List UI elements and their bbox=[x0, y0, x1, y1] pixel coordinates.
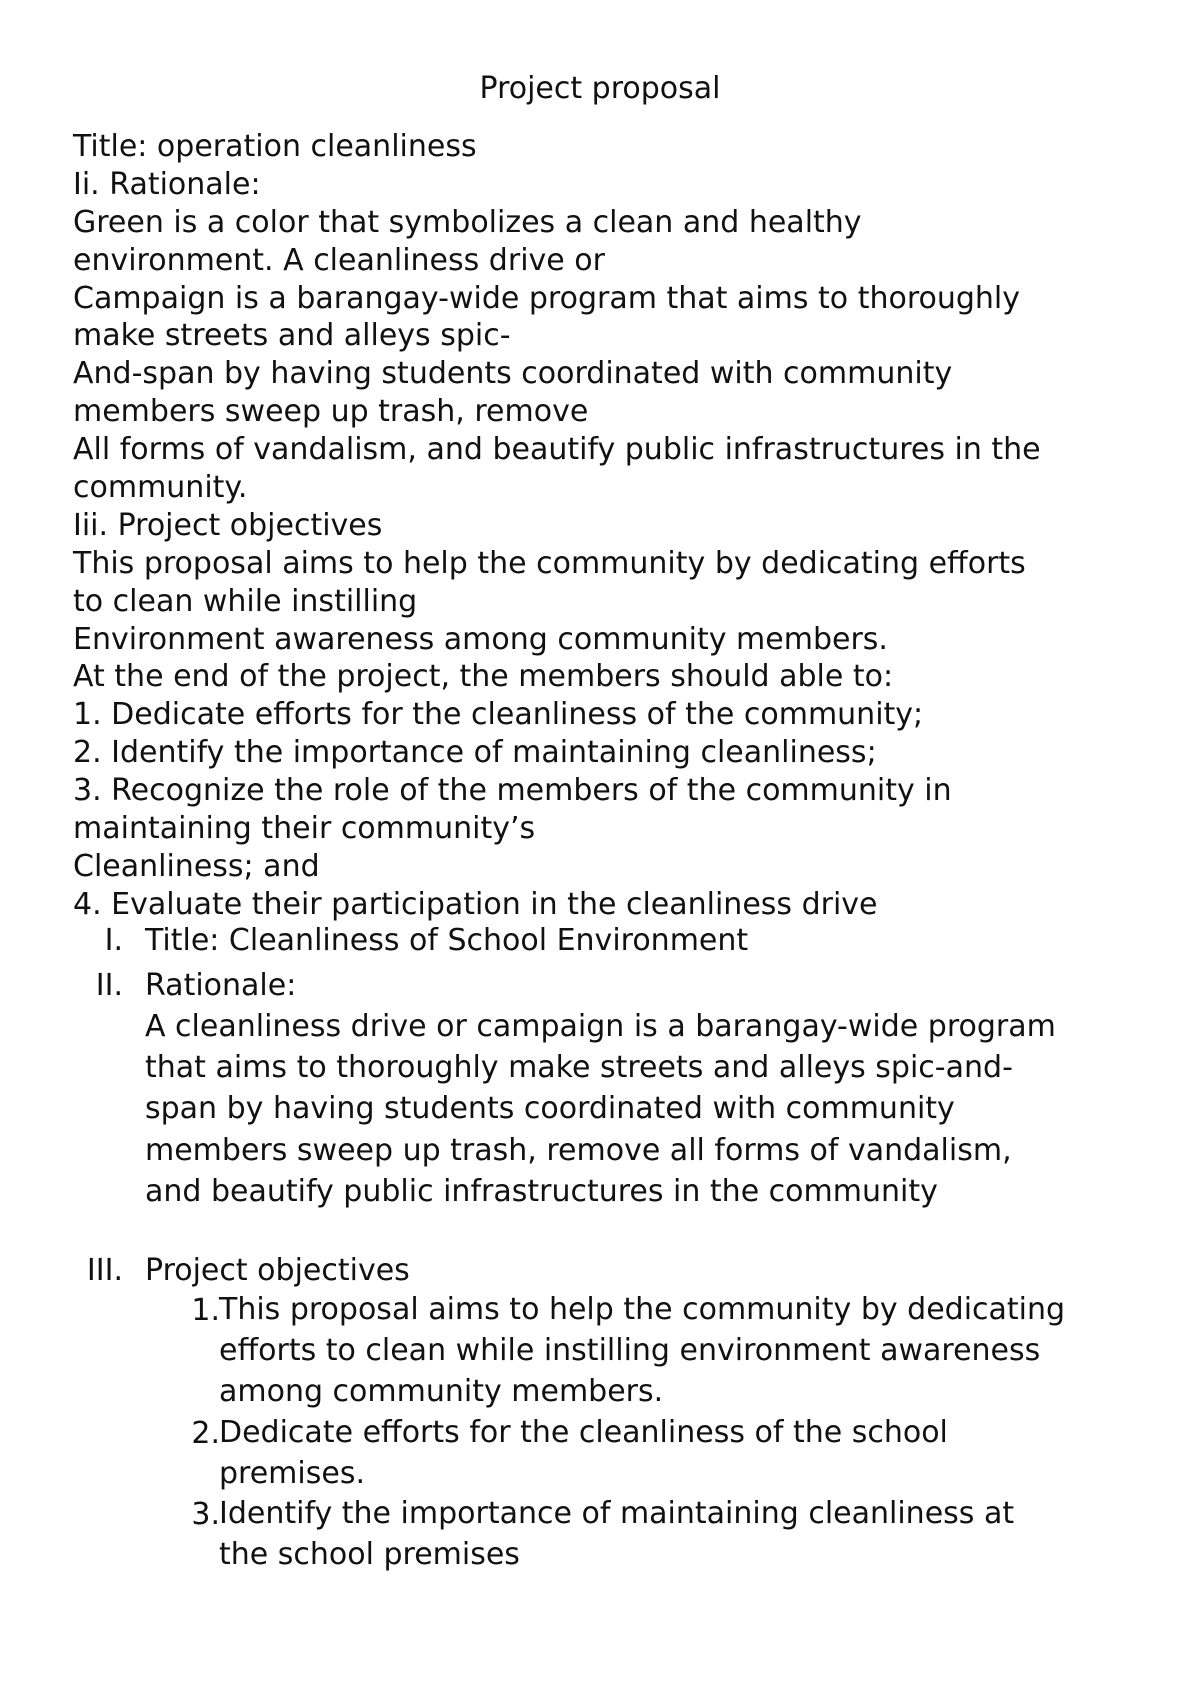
text-line: members sweep up trash, remove all forms of vandalism, bbox=[145, 1132, 1012, 1168]
text-line: efforts to clean while instilling environment awareness bbox=[219, 1332, 1041, 1368]
text-line: This proposal aims to help the community by dedicating efforts bbox=[73, 545, 1026, 581]
roman-item-text: Title: Cleanliness of School Environment bbox=[145, 923, 749, 958]
rationale-paragraph bbox=[145, 1006, 1185, 1212]
objective-number: 3. bbox=[191, 1497, 220, 1533]
text-line: the school premises bbox=[219, 1537, 520, 1573]
objectives-list bbox=[145, 1290, 1185, 1576]
text-line: among community members. bbox=[219, 1373, 664, 1409]
text-line: This proposal aims to help the community by dedicating bbox=[219, 1292, 1066, 1327]
roman-item-text: Rationale: bbox=[145, 968, 297, 1003]
text-line: Campaign is a barangay-wide program that aims to thoroughly bbox=[73, 280, 1021, 316]
objective-item bbox=[145, 1290, 1185, 1413]
text-line: Iii. Project objectives bbox=[73, 507, 383, 543]
text-line: Identify the importance of maintaining cleanliness at bbox=[219, 1496, 1015, 1532]
text-line: premises. bbox=[219, 1455, 365, 1491]
text-line: environment. A cleanliness drive or bbox=[73, 242, 605, 278]
section-one-text bbox=[73, 128, 1173, 924]
text-line: Cleanliness; and bbox=[73, 848, 320, 884]
text-line: to clean while instilling bbox=[73, 583, 418, 619]
text-line: And-span by having students coordinated with community bbox=[73, 356, 953, 392]
text-line: and beautify public infrastructures in the community bbox=[145, 1173, 938, 1209]
text-line: Title: operation cleanliness bbox=[73, 129, 477, 164]
text-line: A cleanliness drive or campaign is a barangay-wide program bbox=[145, 1009, 1056, 1044]
text-line: Dedicate efforts for the cleanliness of the school bbox=[219, 1414, 948, 1450]
text-line: community. bbox=[73, 470, 248, 506]
roman-item-text: Project objectives bbox=[145, 1253, 410, 1288]
roman-numeral: I. bbox=[104, 923, 123, 958]
text-line: Ii. Rationale: bbox=[73, 166, 261, 202]
objective-item bbox=[145, 1413, 1185, 1495]
text-line: 3. Recognize the role of the members of the community in bbox=[73, 773, 952, 809]
objective-item bbox=[145, 1494, 1185, 1576]
text-line: At the end of the project, the members should able to: bbox=[73, 659, 894, 695]
objective-number: 2. bbox=[191, 1415, 220, 1451]
text-line: 4. Evaluate their participation in the cleanliness drive bbox=[73, 886, 878, 922]
text-line: 1. Dedicate efforts for the cleanliness of the community; bbox=[73, 697, 924, 733]
text-line: All forms of vandalism, and beautify public infrastructures in the bbox=[73, 432, 1041, 468]
text-line: Green is a color that symbolizes a clean and healthy bbox=[73, 204, 862, 240]
text-line: span by having students coordinated with community bbox=[145, 1091, 955, 1127]
objective-number: 1. bbox=[191, 1293, 220, 1328]
roman-numeral: II. bbox=[95, 968, 123, 1003]
text-line: that aims to thoroughly make streets and alleys spic-and- bbox=[145, 1050, 1013, 1086]
text-line: maintaining their community’s bbox=[73, 811, 536, 847]
document-title: Project proposal bbox=[479, 71, 721, 106]
text-line: members sweep up trash, remove bbox=[73, 394, 589, 430]
roman-numeral: III. bbox=[86, 1253, 123, 1288]
text-line: 2. Identify the importance of maintaining cleanliness; bbox=[73, 735, 877, 771]
text-line: make streets and alleys spic- bbox=[73, 318, 511, 354]
text-line: Environment awareness among community members. bbox=[73, 621, 888, 657]
